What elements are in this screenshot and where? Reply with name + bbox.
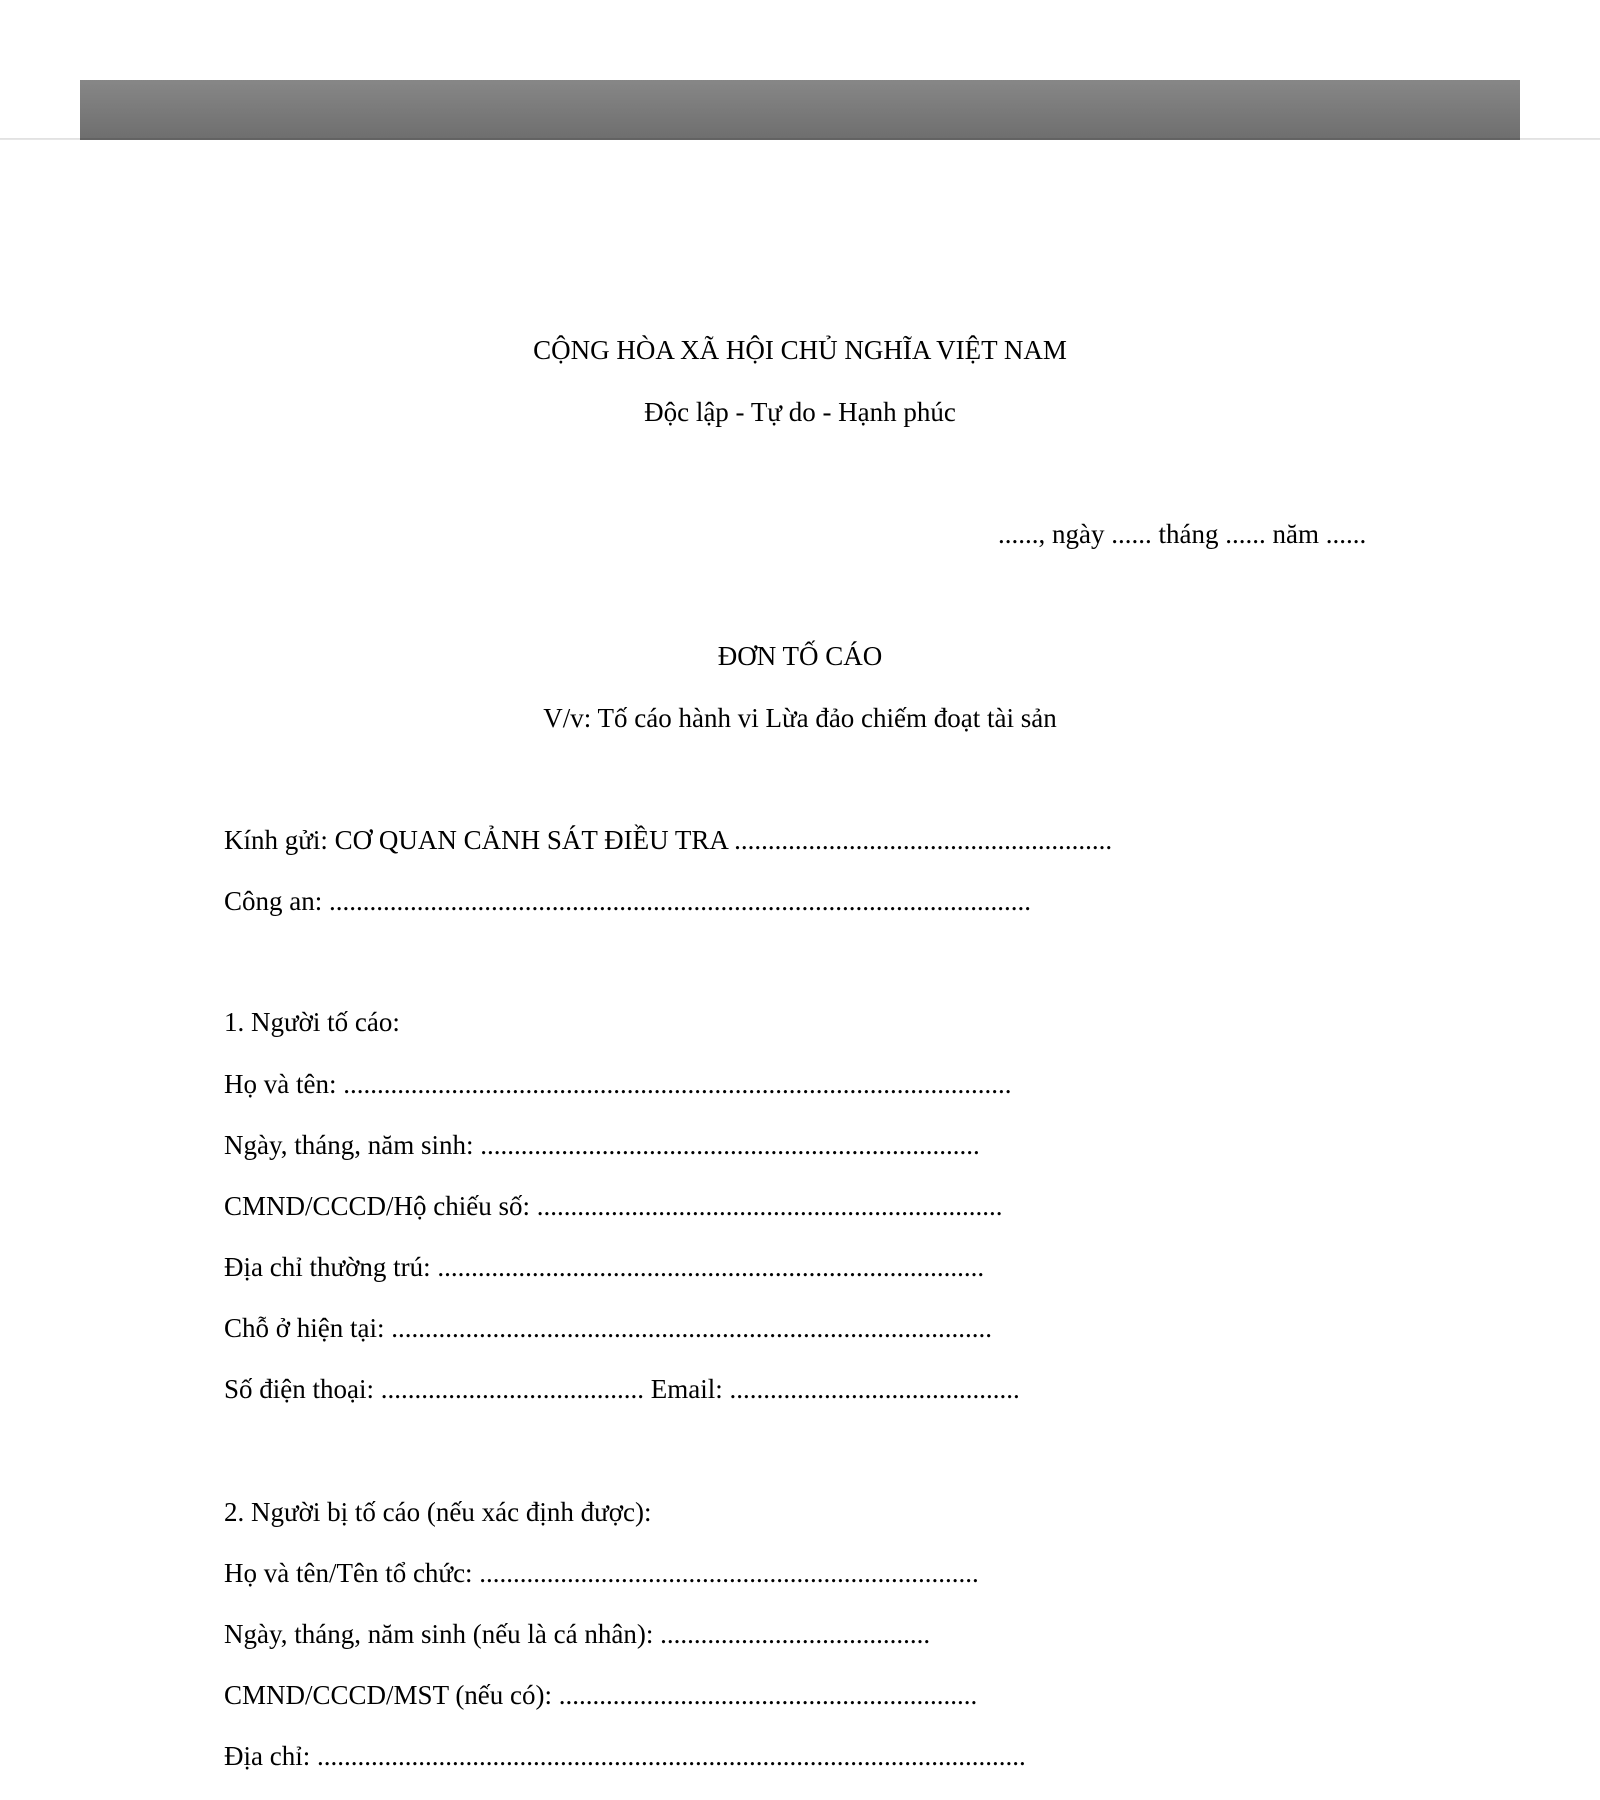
accuser-current-residence: Chỗ ở hiện tại: ......................................................................................... xyxy=(224,1313,993,1343)
police-line: Công an: ........................................................................................................ xyxy=(224,886,1031,916)
accused-address: Địa chỉ: ......................................................................................................... xyxy=(224,1741,1026,1771)
section1-heading: 1. Người tố cáo: xyxy=(224,1007,400,1037)
date-line: ......, ngày ...... tháng ...... năm ...... xyxy=(998,519,1367,549)
document-title: ĐƠN TỐ CÁO xyxy=(717,641,883,671)
accused-id-tax: CMND/CCCD/MST (nếu có): .............................................................. xyxy=(224,1680,978,1710)
accuser-id: CMND/CCCD/Hộ chiếu số: ..................................................................... xyxy=(224,1191,1003,1221)
accuser-full-name: Họ và tên: ................................................................................................... xyxy=(224,1069,1012,1099)
accused-dob: Ngày, tháng, năm sinh (nếu là cá nhân): ........................................ xyxy=(224,1619,931,1649)
country-header: CỘNG HÒA XÃ HỘI CHỦ NGHĨA VIỆT NAM xyxy=(533,335,1067,365)
accuser-dob: Ngày, tháng, năm sinh: .......................................................................... xyxy=(224,1130,980,1160)
accuser-phone-email: Số điện thoại: ....................................... Email: ........................................... xyxy=(224,1374,1020,1404)
national-motto: Độc lập - Tự do - Hạnh phúc xyxy=(644,397,956,427)
accuser-permanent-address: Địa chỉ thường trú: ................................................................................. xyxy=(224,1252,985,1282)
document-page xyxy=(0,140,1600,1800)
section2-heading: 2. Người bị tố cáo (nếu xác định được): xyxy=(224,1497,652,1527)
accused-name-org: Họ và tên/Tên tổ chức: .......................................................................... xyxy=(224,1558,979,1588)
document-subject: V/v: Tố cáo hành vi Lừa đảo chiếm đoạt tài sản xyxy=(543,703,1057,733)
window-top-bar xyxy=(80,80,1520,140)
recipient-line: Kính gửi: CƠ QUAN CẢNH SÁT ĐIỀU TRA ........................................................ xyxy=(224,825,1113,855)
